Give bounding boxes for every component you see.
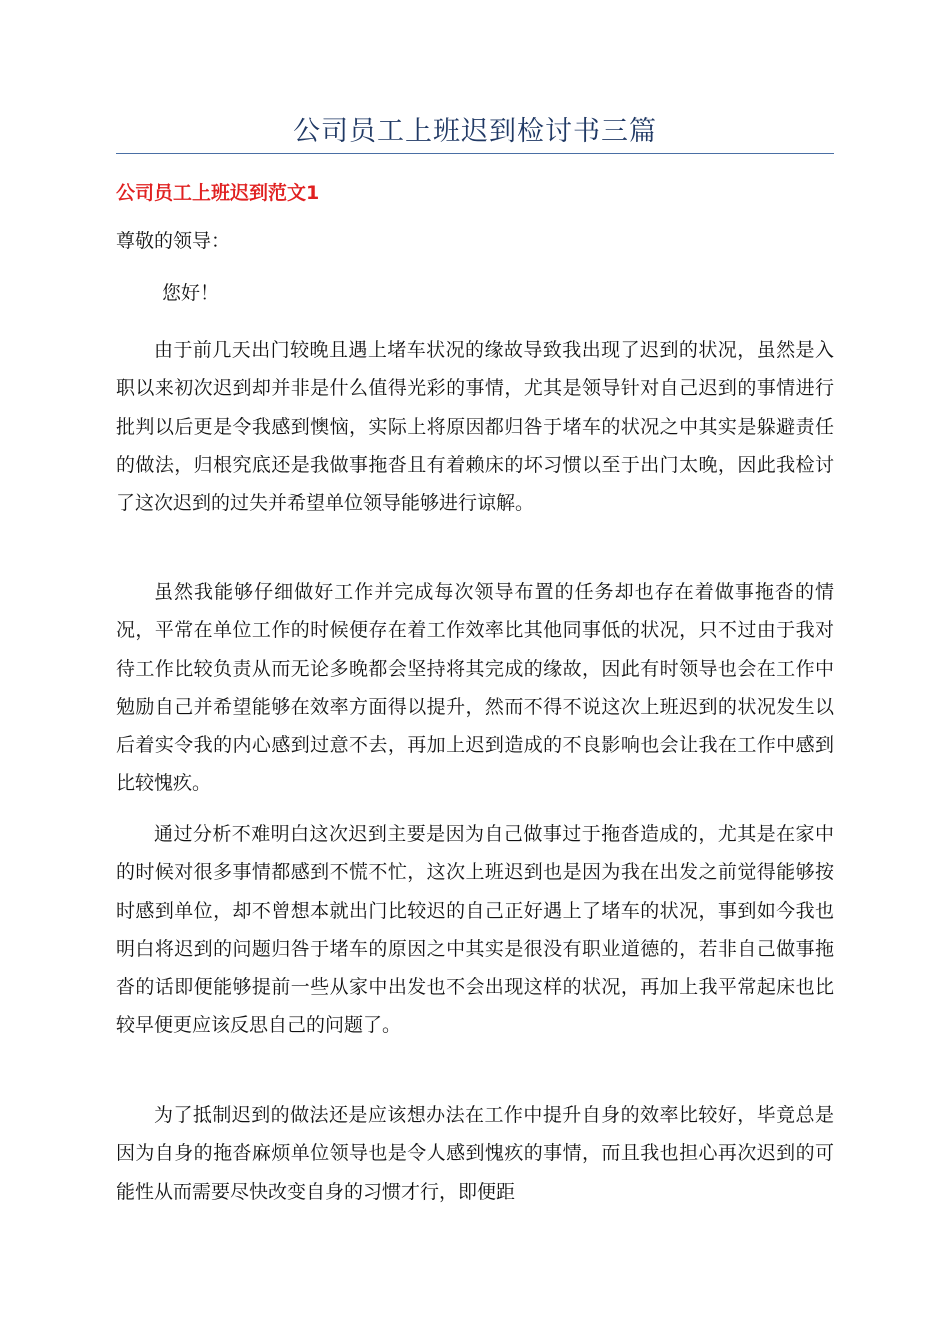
body-paragraph-2: 虽然我能够仔细做好工作并完成每次领导布置的任务却也存在着做事拖沓的情况，平常在单位工作的时候便存在着工作效率比其他同事低的状况，只不过由于我对待工作比较负责从而无论多晚都会坚持将其完成的缘故，因此有时领导也会在工作中勉励自己并希望能够在效率方面得以提升，然而不得不说这次上班迟到的状况发生以后着实令我的内心感到过意不去，再加上迟到造成的不良影响也会让我在工作中感到比较愧疚。 xyxy=(116,581,834,795)
greeting: 您好！ xyxy=(162,282,220,304)
title-underline xyxy=(116,153,834,154)
body-paragraph-3: 通过分析不难明白这次迟到主要是因为自己做事过于拖沓造成的，尤其是在家中的时候对很多事情都感到不慌不忙，这次上班迟到也是因为我在出发之前觉得能够按时感到单位，却不曾想本就出门比较迟的自己正好遇上了堵车的状况，事到如今我也明白将迟到的问题归咎于堵车的原因之中其实是很没有职业道德的，若非自己做事拖沓的话即便能够提前一些从家中出发也不会出现这样的状况，再加上我平常起床也比较早便更应该反思自己的问题了。 xyxy=(116,823,834,1037)
body-paragraph-4: 为了抵制迟到的做法还是应该想办法在工作中提升自身的效率比较好，毕竟总是因为自身的拖沓麻烦单位领导也是令人感到愧疚的事情，而且我也担心再次迟到的可能性从而需要尽快改变自身的习惯才行，即便距 xyxy=(116,1104,834,1203)
salutation: 尊敬的领导： xyxy=(116,230,231,252)
section-heading: 公司员工上班迟到范文1 xyxy=(116,182,320,204)
body-paragraph-1: 由于前几天出门较晚且遇上堵车状况的缘故导致我出现了迟到的状况，虽然是入职以来初次迟到却并非是什么值得光彩的事情，尤其是领导针对自己迟到的事情进行批判以后更是令我感到懊恼，实际上将原因都归咎于堵车的状况之中其实是躲避责任的做法，归根究底还是我做事拖沓且有着赖床的坏习惯以至于出门太晚，因此我检讨了这次迟到的过失并希望单位领导能够进行谅解。 xyxy=(116,339,834,515)
document-title: 公司员工上班迟到检讨书三篇 xyxy=(293,116,657,147)
